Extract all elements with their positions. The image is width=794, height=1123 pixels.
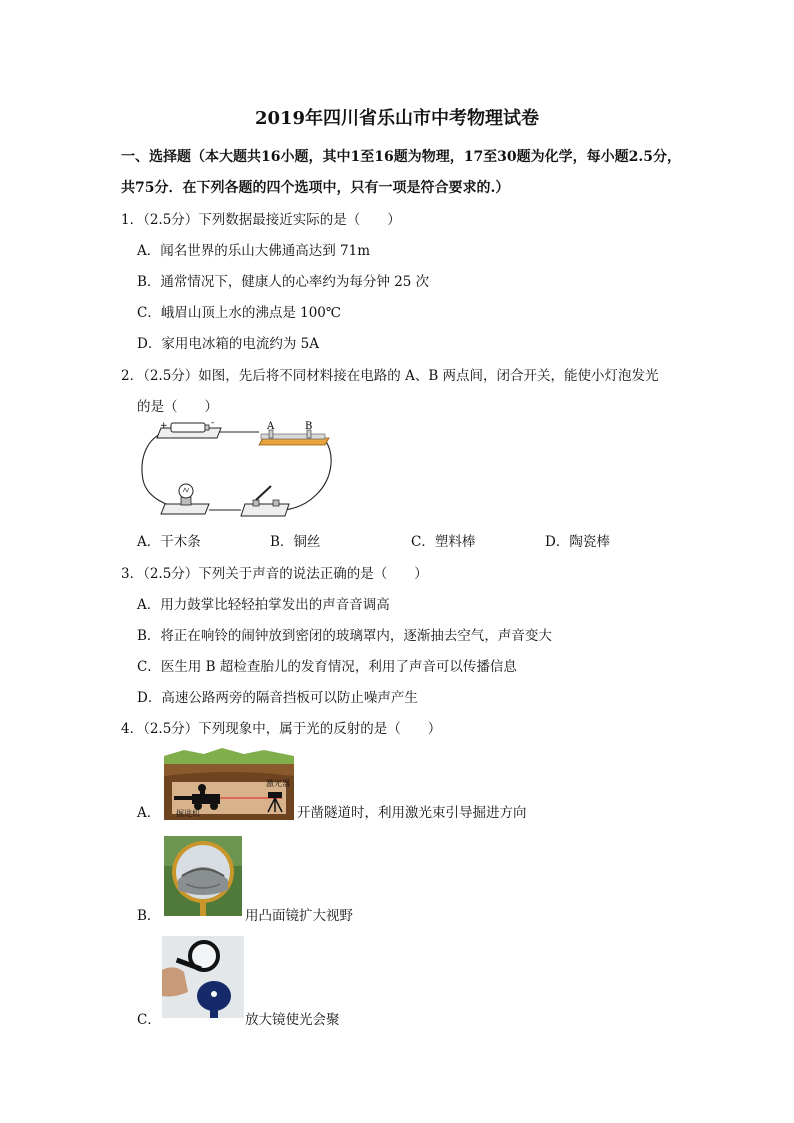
question-2-option-a: A．干木条	[137, 534, 201, 550]
question-1-option-c: C．峨眉山顶上水的沸点是 100℃	[137, 305, 341, 321]
question-3-option-d: D．高速公路两旁的隔音挡板可以防止噪声产生	[137, 690, 418, 706]
page-title: 2019年四川省乐山市中考物理试卷	[254, 108, 540, 129]
switch	[241, 486, 289, 516]
question-3-option-b: B．将正在响铃的闹钟放到密闭的玻璃罩内，逐渐抽去空气，声音变大	[137, 628, 552, 644]
question-1-option-d: D．家用电冰箱的电流约为 5A	[137, 336, 319, 352]
machine-label: 掘进机	[176, 809, 200, 818]
question-3-option-a: A．用力鼓掌比轻轻拍掌发出的声音音调高	[137, 597, 390, 613]
question-4-option-b-letter: B．	[137, 908, 161, 924]
question-4-option-b-text: 用凸面镜扩大视野	[245, 908, 353, 924]
question-1-stem: 1．（2.5分）下列数据最接近实际的是（ ）	[121, 212, 401, 228]
question-2-stem-line1: 2．（2.5分）如图，先后将不同材料接在电路的 A、B 两点间，闭合开关，能使小灯泡发光	[121, 368, 659, 384]
battery-plus-label: +	[160, 421, 168, 431]
point-a-label: A	[267, 421, 275, 432]
point-b-label: B	[305, 421, 313, 432]
question-2-option-b: B．铜丝	[270, 534, 321, 550]
question-2-option-c: C．塑料棒	[411, 534, 476, 550]
question-4-option-a-letter: A．	[137, 805, 161, 821]
question-3-stem: 3．（2.5分）下列关于声音的说法正确的是（ ）	[121, 566, 428, 582]
battery	[157, 418, 221, 438]
question-2-option-d: D．陶瓷棒	[545, 534, 610, 550]
question-4-option-c-text: 放大镜使光会聚	[245, 1012, 340, 1028]
bulb	[161, 484, 209, 514]
tunnel-laser-image	[164, 746, 294, 820]
question-4-option-a-text: 开凿隧道时，利用激光束引导掘进方向	[297, 805, 527, 821]
laser-label: 激光器	[266, 779, 290, 788]
battery-minus-label: -	[211, 418, 215, 428]
magnifier-image	[162, 936, 244, 1018]
circuit-diagram	[137, 418, 337, 522]
question-4-stem: 4．（2.5分）下列现象中，属于光的反射的是（ ）	[121, 721, 442, 737]
question-1-option-a: A．闻名世界的乐山大佛通高达到 71m	[137, 243, 371, 259]
ab-test-board	[259, 421, 329, 445]
section-heading-line2: 共75分．在下列各题的四个选项中，只有一项是符合要求的.）	[121, 180, 510, 196]
question-1-option-b: B．通常情况下，健康人的心率约为每分钟 25 次	[137, 274, 430, 290]
section-heading-line1: 一、选择题（本大题共16小题，其中1至16题为物理，17至30题为化学，每小题2.5分，	[121, 149, 682, 165]
question-3-option-c: C．医生用 B 超检查胎儿的发育情况，利用了声音可以传播信息	[137, 659, 517, 675]
convex-mirror-image	[164, 836, 242, 916]
question-2-stem-line2: 的是（ ）	[137, 399, 218, 415]
question-4-option-c-letter: C．	[137, 1012, 161, 1028]
